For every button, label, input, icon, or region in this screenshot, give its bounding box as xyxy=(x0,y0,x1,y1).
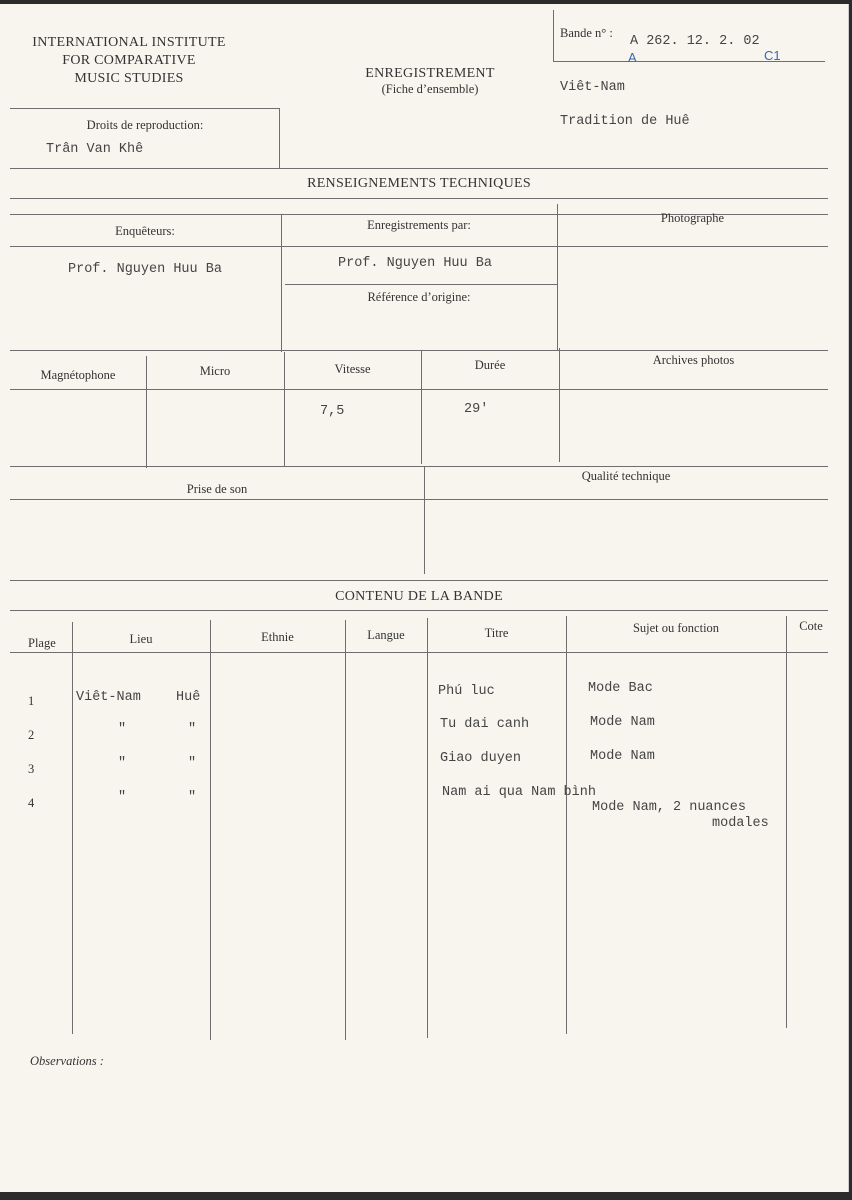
header-ethnie: Ethnie xyxy=(261,630,294,644)
row-2-titre: Tu dai canh xyxy=(440,717,530,732)
bande-handwritten-prefix: A xyxy=(628,50,637,65)
droits-label: Droits de reproduction: xyxy=(86,118,204,132)
row-4-sujet-2: modales xyxy=(712,816,769,831)
tradition: Tradition de Huê xyxy=(560,114,690,129)
vitesse-value: 7,5 xyxy=(320,404,345,419)
row-1-lieu-a: Viêt-Nam xyxy=(76,690,141,705)
institute-name xyxy=(0,34,258,88)
row-4-titre: Nam ai qua Nam bình xyxy=(442,785,596,800)
record-sheet xyxy=(0,4,849,1192)
row-1-lieu-b: Huê xyxy=(176,690,201,705)
row-3-titre: Giao duyen xyxy=(440,751,522,766)
row-4-sujet: Mode Nam, 2 nuances xyxy=(592,800,746,815)
row-4-plage: 4 xyxy=(28,796,35,810)
reference-label: Référence d’origine: xyxy=(367,290,471,304)
magnetophone-label: Magnétophone xyxy=(40,368,116,382)
row-3-plage: 3 xyxy=(28,762,35,776)
micro-label: Micro xyxy=(199,364,231,378)
section-technique-title: RENSEIGNEMENTS TECHNIQUES xyxy=(307,176,531,191)
row-2-sujet: Mode Nam xyxy=(590,715,655,730)
row-1-titre: Phú luc xyxy=(438,684,495,699)
duree-value: 29' xyxy=(464,402,489,417)
institute-line-2: FOR COMPARATIVE xyxy=(62,53,196,68)
observations-label: Observations : xyxy=(30,1054,104,1068)
header-cote: Cote xyxy=(799,619,823,633)
qualite-label: Qualité technique xyxy=(581,469,671,483)
row-3-lieu-b: " xyxy=(188,756,197,771)
country: Viêt-Nam xyxy=(560,80,625,95)
header-sujet: Sujet ou fonction xyxy=(632,621,720,635)
header-plage: Plage xyxy=(28,636,56,650)
archives-label: Archives photos xyxy=(652,353,735,367)
enregistrements-value: Prof. Nguyen Huu Ba xyxy=(338,256,492,271)
bande-label: Bande n° : xyxy=(560,26,613,40)
row-1-plage: 1 xyxy=(28,694,35,708)
bande-number: A 262. 12. 2. 02 xyxy=(630,34,760,49)
duree-label: Durée xyxy=(474,358,506,372)
photographe-label: Photographe xyxy=(660,211,725,225)
form-heading xyxy=(320,66,540,97)
vitesse-label: Vitesse xyxy=(334,362,371,376)
header-lieu: Lieu xyxy=(129,632,153,646)
row-3-sujet: Mode Nam xyxy=(590,749,655,764)
enqueteurs-value: Prof. Nguyen Huu Ba xyxy=(68,262,222,277)
row-2-lieu-a: " xyxy=(118,722,127,737)
row-2-lieu-b: " xyxy=(188,722,197,737)
enqueteurs-label: Enquêteurs: xyxy=(115,224,175,238)
institute-line-3: MUSIC STUDIES xyxy=(74,71,184,86)
row-2-plage: 2 xyxy=(28,728,35,742)
form-subtitle: (Fiche d’ensemble) xyxy=(381,82,479,96)
bande-handwritten-suffix: C1 xyxy=(764,48,781,63)
droits-value: Trân Van Khê xyxy=(46,142,144,157)
form-title: ENREGISTREMENT xyxy=(365,66,495,81)
header-titre: Titre xyxy=(484,626,509,640)
enregistrements-label: Enregistrements par: xyxy=(367,218,471,232)
row-1-sujet: Mode Bac xyxy=(588,681,653,696)
row-4-lieu-a: " xyxy=(118,790,127,805)
institute-line-1: INTERNATIONAL INSTITUTE xyxy=(32,35,226,50)
row-4-lieu-b: " xyxy=(188,790,197,805)
prise-de-son-label: Prise de son xyxy=(186,482,248,496)
header-langue: Langue xyxy=(367,628,405,642)
section-contenu-title: CONTENU DE LA BANDE xyxy=(335,589,503,604)
row-3-lieu-a: " xyxy=(118,756,127,771)
